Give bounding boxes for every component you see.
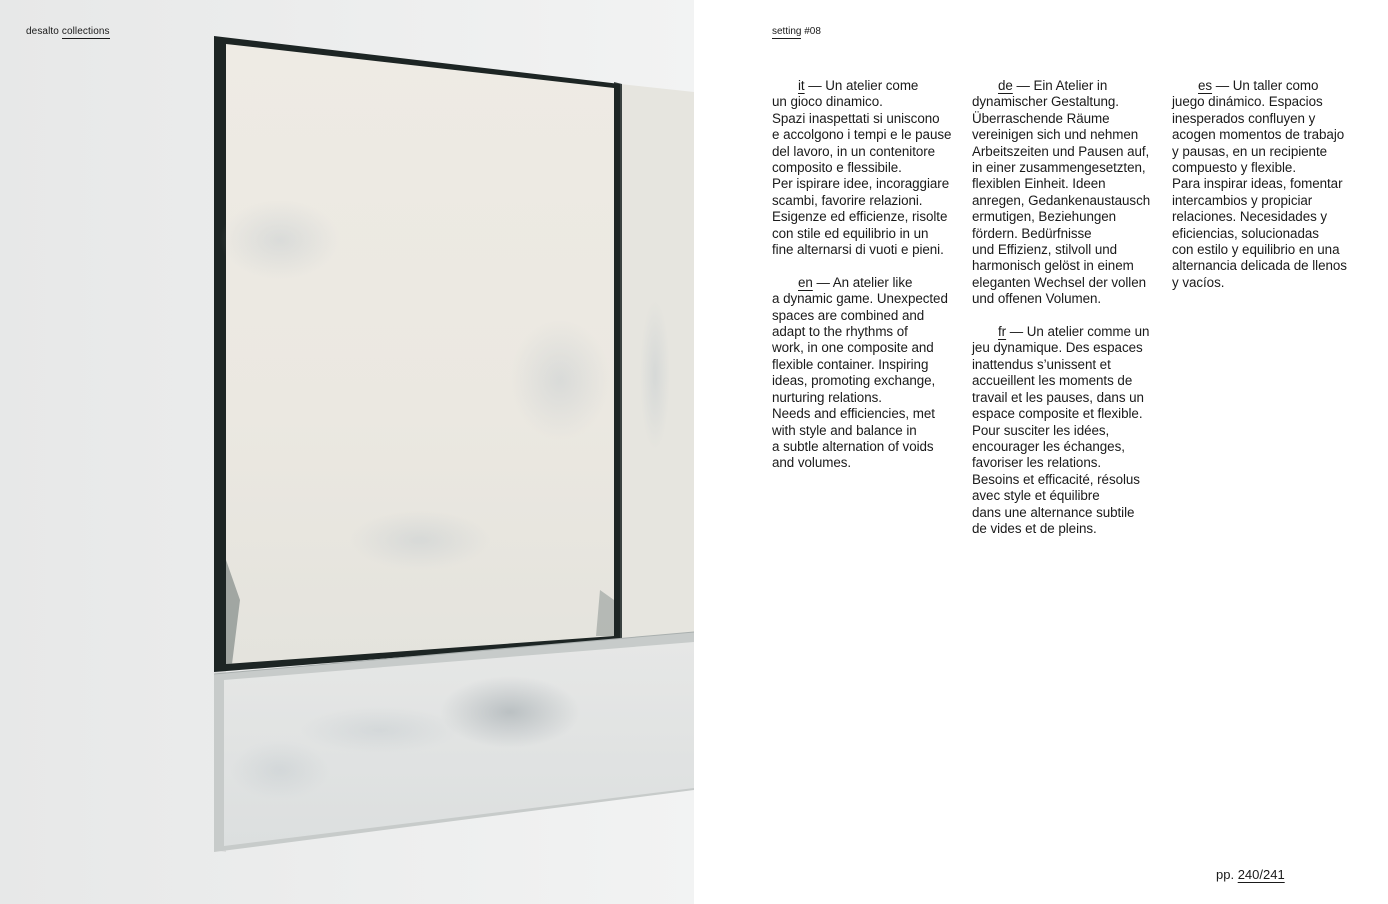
paragraph-line: adapt to the rhythms of xyxy=(772,324,908,340)
paragraph-line: Para inspirar ideas, fomentar xyxy=(1172,176,1343,192)
paragraph-line: und offenen Volumen. xyxy=(972,291,1102,307)
setting-number: #08 xyxy=(804,26,821,37)
paragraph-lines xyxy=(772,94,968,258)
paragraph-lines xyxy=(772,291,968,471)
paragraph-line: Überraschende Räume xyxy=(972,110,1110,126)
paragraph-line: and volumes. xyxy=(772,455,852,471)
main-canvas-panel xyxy=(214,36,620,672)
paragraph-line: eleganten Wechsel der vollen xyxy=(972,274,1147,290)
language-code-en: en xyxy=(798,274,813,290)
paragraph-line: in einer zusammengesetzten, xyxy=(972,160,1146,176)
running-header-right xyxy=(772,26,821,37)
paragraph-line: de vides et de pleins. xyxy=(972,520,1097,536)
paragraph-line: alternancia delicada de llenos xyxy=(1172,258,1347,274)
paragraph-line: encourager les échanges, xyxy=(972,438,1125,454)
paragraph-line: avec style et équilibre xyxy=(972,488,1100,504)
text-column-2 xyxy=(972,78,1168,554)
right-page xyxy=(694,0,1388,904)
paragraph-line: juego dinámico. Espacios xyxy=(1172,94,1323,110)
paragraph-line: del lavoro, in un contenitore xyxy=(772,143,936,159)
language-code-it: it xyxy=(798,78,805,93)
paragraph-line: jeu dynamique. Des espaces xyxy=(972,340,1143,356)
paragraph-line: intercambios y propiciar xyxy=(1172,192,1313,208)
paragraph-line: flexiblen Einheit. Ideen xyxy=(972,176,1106,192)
paragraph-line: acogen momentos de trabajo xyxy=(1172,127,1345,143)
paragraph-line: favoriser les relations. xyxy=(972,455,1102,471)
paragraph-line: ermutigen, Beziehungen xyxy=(972,209,1117,225)
paragraph-line: dynamischer Gestaltung. xyxy=(972,94,1119,110)
paragraph-line: accueillent les moments de xyxy=(972,373,1133,389)
paragraph-line: ideas, promoting exchange, xyxy=(772,373,936,389)
paragraph-line: Pour susciter les idées, xyxy=(972,422,1110,438)
text-block-fr: fr — Un atelier comme un jeu dynamique. Des espaces inattendus s’unissent et accueillent les moments de travail et les pauses, dans un espace composite et flexible. Pour susciter les idées, encourager les échanges, favoriser les relations. Besoins et efficacité, résolus avec style et équilibre dans une alternance subtile de vides et de pleins. xyxy=(972,324,1168,537)
paragraph-lead: Un taller como xyxy=(1232,78,1319,93)
paragraph-lead: An atelier like xyxy=(832,274,913,290)
text-column-3 xyxy=(1172,78,1368,308)
paragraph-line: vereinigen sich und nehmen xyxy=(972,127,1139,143)
paragraph-line: work, in one composite and xyxy=(772,340,934,356)
language-code-de: de xyxy=(998,78,1013,93)
paragraph-line: eficiencias, solucionadas xyxy=(1172,225,1319,241)
paragraph-lines xyxy=(1172,94,1368,291)
text-block-en: en — An atelier like a dynamic game. Unexpected spaces are combined and adapt to the rhythms of work, in one composite and flexible container. Inspiring ideas, promoting exchange, nurturing relations. Needs and efficiencies, met with style and balance in a subtle alternation of voids and volumes. xyxy=(772,275,968,472)
paragraph-line: espace composite et flexible. xyxy=(972,406,1143,422)
paragraph-line: Esigenze ed efficienze, risolte xyxy=(772,209,948,225)
page-range: 240/241 xyxy=(1237,867,1285,882)
paragraph-line: con stile ed equilibrio in un xyxy=(772,225,929,241)
brand-name: desalto xyxy=(26,26,59,37)
paragraph-line: anregen, Gedankenaustausch xyxy=(972,192,1151,208)
paragraph-line: Arbeitszeiten und Pausen auf, xyxy=(972,143,1150,159)
paragraph-line: inesperados confluyen y xyxy=(1172,110,1316,126)
paragraph-line: Besoins et efficacité, résolus xyxy=(972,471,1140,487)
paragraph-line: y vacíos. xyxy=(1172,274,1225,290)
paragraph-line: y pausas, en un recipiente xyxy=(1172,143,1328,159)
paragraph-line: inattendus s’unissent et xyxy=(972,356,1111,372)
paragraph-line: fördern. Bedürfnisse xyxy=(972,225,1092,241)
paragraph-lead: Un atelier comme un xyxy=(1026,324,1150,340)
paragraph-line: fine alternarsi di vuoti e pieni. xyxy=(772,242,944,258)
paragraph-line: e accolgono i tempi e le pause xyxy=(772,127,952,143)
paragraph-line: with style and balance in xyxy=(772,422,917,438)
text-block-de: de — Ein Atelier in dynamischer Gestaltung. Überraschende Räume vereinigen sich und nehmen Arbeitszeiten und Pausen auf, in einer zusammengesetzten, flexiblen Einheit. Ideen anregen, Gedankenaustausch ermutigen, Beziehungen fördern. Bedürfnisse und Effizienz, stilvoll und harmonisch gelöst in einem eleganten Wechsel der vollen und offenen Volumen. xyxy=(972,78,1168,308)
section-link[interactable]: collections xyxy=(61,26,110,37)
text-block-it: it — Un atelier come un gioco dinamico. Spazi inaspettati si uniscono e accolgono i tempi e le pause del lavoro, in un contenitore composito e flessibile. Per ispirare idee, incoraggiare scambi, favorire relazioni. Esigenze ed efficienze, risolte con stile ed equilibrio in un fine alternarsi di vuoti e pieni. xyxy=(772,78,968,258)
right-canvas-panel xyxy=(614,82,694,640)
paragraph-line: flexible container. Inspiring xyxy=(772,356,929,372)
paragraph-line: und Effizienz, stilvoll und xyxy=(972,242,1118,258)
paragraph-line: spaces are combined and xyxy=(772,307,925,323)
paragraph-line: relaciones. Necesidades y xyxy=(1172,209,1328,225)
language-code-es: es xyxy=(1198,78,1213,93)
paragraph-line: travail et les pauses, dans un xyxy=(972,389,1144,405)
text-block-es: es — Un taller como juego dinámico. Espacios inesperados confluyen y acogen momentos de trabajo y pausas, en un recipiente compuesto y flexible. Para inspirar ideas, fomentar intercambios y propiciar relaciones. Necesidades y eficiencias, solucionadas con estilo y equilibrio en una alternancia delicada de llenos y vacíos. xyxy=(1172,78,1368,291)
page-numbers xyxy=(1216,867,1285,882)
paragraph-line: Needs and efficiencies, met xyxy=(772,406,935,422)
paragraph-line: un gioco dinamico. xyxy=(772,94,883,110)
text-column-1 xyxy=(772,78,968,488)
paragraph-lead: Ein Atelier in xyxy=(1033,78,1108,93)
paragraph-line: scambi, favorire relazioni. xyxy=(772,192,923,208)
language-code-fr: fr xyxy=(998,324,1007,340)
paragraph-line: harmonisch gelöst in einem xyxy=(972,258,1134,274)
paragraph-lines xyxy=(972,340,1168,537)
paragraph-line: dans une alternance subtile xyxy=(972,504,1135,520)
setting-label[interactable]: setting xyxy=(772,26,802,37)
paragraph-line: a dynamic game. Unexpected xyxy=(772,291,948,307)
paragraph-line: composito e flessibile. xyxy=(772,160,902,176)
paragraph-line: a subtle alternation of voids xyxy=(772,438,934,454)
paragraph-line: nurturing relations. xyxy=(772,389,882,405)
paragraph-line: compuesto y flexible. xyxy=(1172,160,1296,176)
paragraph-lines xyxy=(972,94,1168,307)
paragraph-line: Spazi inaspettati si uniscono xyxy=(772,110,940,126)
paragraph-line: con estilo y equilibrio en una xyxy=(1172,242,1340,258)
running-header-left xyxy=(26,26,110,37)
paragraph-lead: Un atelier come xyxy=(825,78,919,93)
page-prefix: pp. xyxy=(1216,867,1235,882)
paragraph-line: Per ispirare idee, incoraggiare xyxy=(772,176,950,192)
